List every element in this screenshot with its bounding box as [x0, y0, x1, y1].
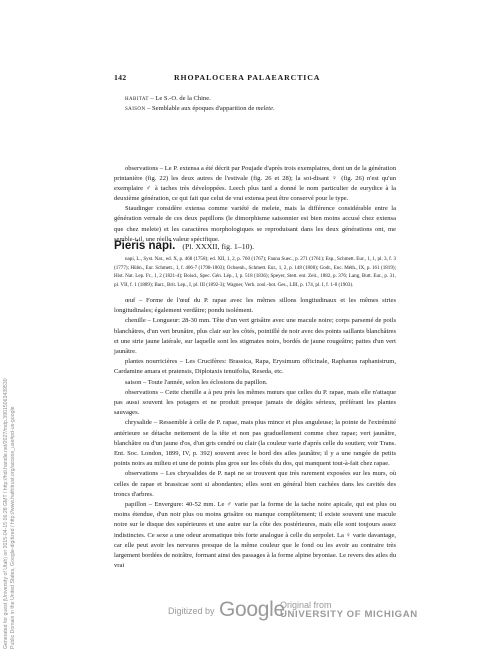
oeuf-paragraph: œuf – Forme de l'œuf du P. rapae avec les mêmes sillons longitudinaux et les mêmes stries longitudinales; également verdâtre; pondu isolément. — [114, 297, 396, 315]
origin-watermark: Original from UNIVERSITY OF MICHIGAN — [280, 600, 418, 620]
institution-name: UNIVERSITY OF MICHIGAN — [280, 609, 418, 620]
staudinger-paragraph: Staudinger considère extensa comme variété de melete, mais la différence considérable entre la génération vernale de ces deux papillons (le dimorphisme saisonnier est bien moins accusé chez extensa que chez melete) et les caractères morphologiques se reproduisant dans les deux générations ont, me semble-t-il, une réelle valeur spécifique. — [114, 205, 396, 243]
google-watermark: Digitized by Google — [168, 598, 285, 621]
observations-chenille-paragraph: observations – Cette chenille a à peu près les mêmes mœurs que celles du P. rapae, mais elle n'attaque pas aussi souvent les potagers et ne produit presque jamais de dégâts sérieux, préférant les plantes sauvages. — [114, 388, 396, 417]
google-logo: Google — [218, 598, 285, 621]
bibliographic-references — [114, 255, 396, 289]
extensa-observations — [114, 164, 396, 245]
observations-paragraph: observations – Le P. extensa a été décrit par Poujade d'après trois exemplaires, dont un de la génération printanière (fig. 22) les deux autres de l'estivale (fig. 26 et 28); la soi-disant ♀ (fig. 26) n'est qu'un exemplaire ♂ à taches très développées. Leech plus tard a donné le nom particulier de eurydice à la deuxième génération, ce qui fait que celui de vrai extensa peut être conservé pour le type. — [114, 165, 396, 203]
chrysalide-paragraph: chrysalide – Ressemble à celle de P. rapae, mais plus mince et plus anguleuse; la pointe de l'extrémité antérieure se détache nettement de la tête et non pas graduellement comme chez rapae; vert jaunâtre, blanchâtre ou d'un jaune d'os, d'un gris cendré ou clair (la couleur varie d'après celle du soutien; voir Trans. Ent. Soc. London, 1899, IV, p. 392) souvent avec le bord des ailes jaunâtre; il y a une rangée de petits points noirs au milieu et une de points plus gros sur les côtés du dos, qui manquent tout-à-fait chez rapae. — [114, 419, 396, 468]
running-title: RHOPALOCERA PALAEARCTICA — [174, 73, 321, 82]
extensa-habitat-season — [114, 94, 396, 114]
napi-description — [114, 296, 396, 571]
species-heading — [114, 236, 396, 250]
references-text: napi, L., Syst. Nat., ed. X, p. 468 (1758); ed. XII, 1, 2, p. 760 (1767); Fauna Suec., p. 271 (1761); Esp., Schmett. Eur., 1, 1, pl. 3, f. 3 (1777); Hübn., Eur. Schmett., 1, f. 406-7 (1798-1803); Ochsenh., Schmett. Eur., 1, 2, p. 148 (1808); Godt., Enc. Méth., IX, p. 161 (1819); Hist. Nat. Lep. Fr., 1, 2 (1821-4); Boisd., Spec. Gén. Lép., I, p. 518 (1836); Speyer, Stett. ent. Zeit., 1882, p. 376; Lang, Butt. Eur., p. 31, pl. VII, f. 1 (1889); Barr., Brit. Lep., I, pl. III (1892-3); Wagner, Verh. zool.-bot. Ges., LIII, p. 174, pl. I, f. 1-8 (1903). — [114, 256, 396, 288]
running-head — [114, 73, 398, 85]
observations-chrysalide-paragraph: observations – Les chrysalides de P. napi ne se trouvent que très rarement exposées sur les murs, où celles de rapae et brassicae sont si abondantes; elles sont en général bien cachées dans les cavités des troncs d'arbres. — [114, 470, 396, 498]
saison-line: saison – Semblable aux époques d'apparition de melete. — [125, 105, 275, 113]
chenille-paragraph: chenille – Longueur: 28-30 mm. Tête d'un vert grisâtre avec une macule noire; corps parsemé de poils blanchâtres, d'un vert brunâtre, plus clair sur les côtés, pointillé de noir avec des points saillants blanchâtres et une strie jaune latérale, sur laquelle sont les stigmates noirs, bordés de jaune rougeâtre; pattes d'un vert jaunâtre. — [114, 317, 396, 356]
page-number: 142 — [114, 73, 127, 82]
papillon-paragraph: papillon – Envergure: 40-52 mm. Le ♂ varie par la forme de la tache noire apicale, qui est plus ou moins étendue, d'un noir plus ou moins grisâtre ou manque complètement; il existe souvent une macule noire sur le disque des supérieures et une autre sur la côte des postérieures, mais elle sont toujours assez indistinctes. Ce sexe a une odeur aromatique très forte analogue à celle du serpolet. La ♀ varie davantage, car elle peut avoir les nervures presque de la même couleur que le fond ou les avoir au contraire très largement bordées de noirâtre, formant ainsi des passages à la forme alpine bryoniae. Le revers des ailes du vrai — [114, 501, 396, 570]
plate-reference: (Pl. XXXII, fig. 1–10). — [182, 242, 255, 251]
side-note-line-2: Public Domain in the United States, Google-digitized / http://www.hathitrust.org/access_use#pd-us-google — [10, 406, 16, 649]
side-note-line-1: Generated for guest (University of Utah) on 2015-04-15 06:28 GMT / http://hdl.handle.net/2027/mdp.39015063439530 — [3, 378, 9, 649]
plantes-paragraph: plantes nourricières – Les Crucifères: Brassica, Rapa, Erysimum officinale, Raphanus raphanistrum, Cardamine amara et pratensis, Diplotaxis tenuifolia, Reseda, etc. — [114, 358, 396, 376]
habitat-line: habitat – Le S.-O. de la Chine. — [125, 95, 211, 102]
saison-paragraph: saison – Toute l'année, selon les éclosions du papillon. — [125, 378, 268, 386]
digitization-footer — [0, 598, 502, 648]
species-name: Pieris napi. — [114, 240, 176, 252]
